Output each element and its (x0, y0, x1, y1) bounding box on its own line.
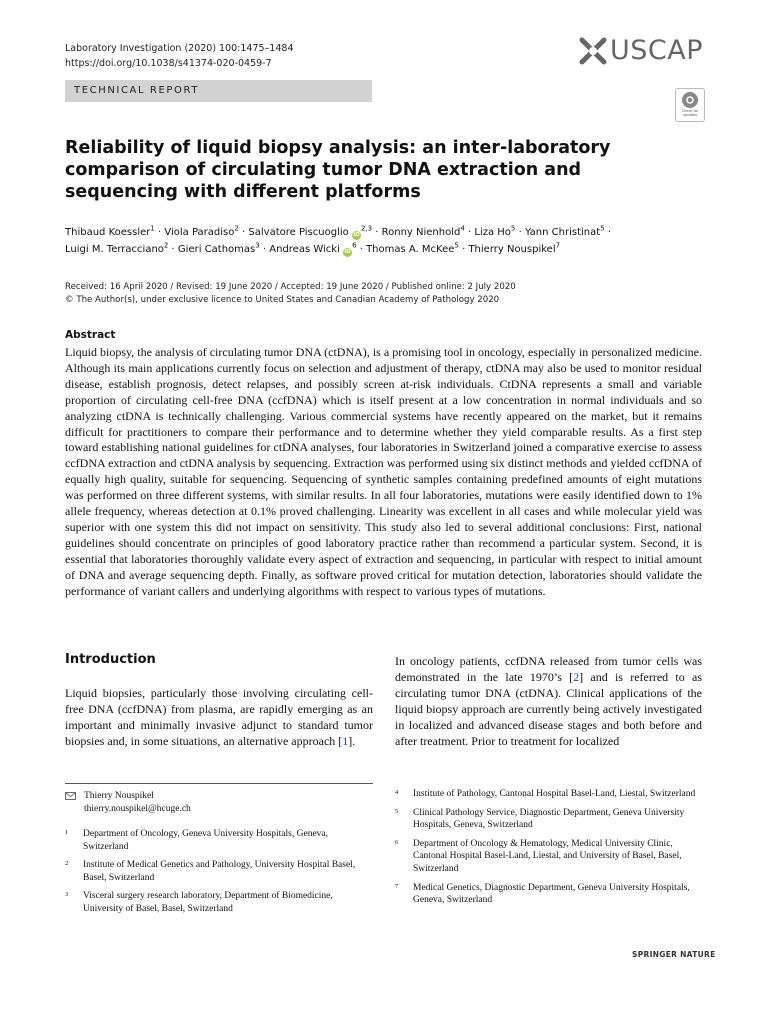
affiliation-item (395, 882, 702, 907)
author-name: Ronny Nienhold (381, 227, 461, 238)
abstract-text: Liquid biopsy, the analysis of circulating tumor DNA (ctDNA), is a promising tool in oncology, especially in personalized medicine. Although its main applications currently focus on selection and adjustment of therapy, ctDNA may also be used to monitor residual disease, establish prognosis, detect relapses, and possibly screen at-risk individuals. CtDNA represents a small and variable proportion of circulating cell-free DNA (ccfDNA) which is itself present at a low concentration in normal individuals and so analyzing ctDNA is technically challenging. Various commercial systems have recently appeared on the market, but it remains difficult for practitioners to compare their performance and to determine whether they yield comparable results. As a first step toward establishing national guidelines for ctDNA analyses, four laboratories in Switzerland joined a comparative exercise to assess ccfDNA extraction and ctDNA analysis by sequencing. Extraction was performed using six distinct methods and yielded ccfDNA of equally high quality, suitable for sequencing. Sequencing of synthetic samples containing predefined amounts of eight mutations was performed on three different systems, with similar results. In all four laboratories, mutations were easily identified down to 1% allele frequency, whereas detection at 0.1% proved challenging. Linearity was excellent in all cases and while molecular yield was superior with one system this did not impact on sensitivity. This study also led to several additional conclusions: First, national guidelines should concentrate on principles of good laboratory practice rather than recommend a particular system. Second, it is essential that laboratories thoroughly validate every aspect of extraction and sequencing, in particular with respect to initial amount of DNA and average sequencing depth. Finally, as software proved critical for mutation detection, laboratories should validate the performance of variant callers and underlying algorithms with respect to various types of mutations. (65, 345, 702, 598)
author-affiliation-marker: 2 (234, 224, 239, 233)
affiliation-number: 2 (65, 860, 69, 868)
affiliation-item (65, 890, 373, 915)
affiliation-item (395, 788, 702, 801)
author-name: Andreas Wicki (269, 244, 340, 255)
citation-link-1[interactable]: 1 (342, 733, 349, 748)
affiliation-text: Department of Oncology, Geneva University Hospitals, Geneva, Switzerland (83, 829, 328, 852)
affiliation-text: Medical Genetics, Diagnostic Department, Geneva University Hospitals, Geneva, Switzerland (413, 882, 690, 906)
springer-nature-logo: SPRINGER NATURE (632, 950, 716, 959)
check-for-updates-badge[interactable] (675, 88, 705, 122)
author-line-1: Thibaud Koessler$^1$ · Viola Paradiso$^2$ · Salvatore Piscuoglio iD$^{2,3}$ · Ronny Nienhold$^4$ · Liza $Ho^5$ · Yann Christinat$^5$ · (65, 224, 611, 238)
affiliation-item (65, 859, 373, 884)
affiliations-left (65, 828, 373, 916)
author-name: Viola Paradiso (164, 227, 235, 238)
correspondence-email[interactable]: thierry.nouspikel@hcuge.ch (84, 804, 191, 814)
intro-right-text: In oncology patients, ccfDNA released from tumor cells was demonstrated in the late 1970’s [ (395, 654, 702, 684)
copyright-line: © The Author(s), under exclusive licence to United States and Canadian Academy of Pathology 2020 (65, 295, 500, 305)
author-affiliation-marker: 2 (163, 241, 169, 250)
intro-left-text-end: ]. (348, 733, 356, 748)
affiliation-item (65, 828, 373, 853)
affiliation-number: 1 (65, 829, 69, 836)
author-line-2: Luigi M. Terracciano$^2$ · Gieri Cathomas$^3$ · Andreas Wicki $iD^6$ · Thomas A. McKee$^5$ · Thierry Nouspikel$^7$ (65, 241, 561, 255)
intro-right-text-end: ] and is referred to as circulating tumor DNA (ctDNA). Clinical applications of the liquid biopsy approach are currently being actively investigated in localized and advanced disease stages and both before and after treatment. Prior to treatment for localized (395, 669, 702, 748)
affiliations-right (395, 788, 702, 907)
author-affiliation-marker: 6 (352, 241, 357, 250)
intro-left-column (65, 686, 373, 750)
section-banner: TECHNICAL REPORT (65, 80, 372, 102)
author-name: Gieri Cathomas (177, 244, 256, 255)
envelope-icon (65, 792, 76, 800)
article-title: Reliability of liquid biopsy analysis: an inter-laboratory comparison of circulating tumor DNA extraction and sequencing with different platforms (65, 138, 611, 202)
author-affiliation-marker: 5 (510, 224, 516, 233)
affiliation-text: Institute of Pathology, Cantonal Hospital Basel-Land, Liestal, Switzerland (413, 789, 696, 799)
affiliation-text: Visceral surgery research laboratory, Department of Biomedicine, University of Basel, Basel, Switzerland (83, 891, 333, 914)
affiliation-number: 5 (395, 807, 399, 815)
affiliation-text: Institute of Medical Genetics and Pathology, University Hospital Basel, Basel, Switzerland (83, 860, 356, 883)
footnote-divider (65, 783, 373, 784)
author-affiliation-marker: 7 (555, 241, 561, 250)
author-name: Luigi M. Terracciano (65, 244, 164, 255)
correspondence (65, 790, 191, 816)
check-updates-icon (682, 92, 698, 108)
author-affiliation-marker: 5 (600, 224, 605, 233)
check-updates-label: Check for updates (681, 109, 699, 117)
uscap-x-icon (578, 36, 608, 66)
dates-line: Received: 16 April 2020 / Revised: 19 June 2020 / Accepted: 19 June 2020 / Published online: 2 July 2020 (65, 282, 516, 292)
author-name: Thomas A. McKee (366, 244, 455, 255)
affiliation-number: 4 (395, 789, 399, 796)
affiliation-item (395, 807, 702, 832)
affiliation-number: 7 (395, 882, 399, 890)
doi-link[interactable]: https://doi.org/10.1038/s41374-020-0459-7 (65, 58, 272, 69)
author-name: Thierry Nouspikel (468, 244, 556, 255)
journal-citation (65, 41, 294, 71)
orcid-icon[interactable]: iD (344, 249, 351, 255)
author-name: Thibaud Koessler (65, 227, 151, 238)
publication-dates (65, 281, 516, 307)
affiliation-text: Clinical Pathology Service, Diagnostic Department, Geneva University Hospitals, Geneva, Switzerland (413, 807, 685, 831)
affiliation-item (395, 838, 702, 876)
author-name: Salvatore Piscuoglio (248, 227, 349, 238)
introduction-heading: Introduction (65, 652, 156, 667)
author-name: Yann Christinat (524, 227, 601, 238)
uscap-logo-text: USCAP (610, 35, 704, 66)
journal-line: Laboratory Investigation (2020) 100:1475–1484 (65, 43, 294, 54)
uscap-logo (578, 36, 703, 66)
author-name: Liza Ho (474, 227, 511, 238)
author-affiliation-marker: 4 (460, 224, 465, 233)
citation-link-2[interactable]: 2 (573, 669, 580, 684)
abstract-heading: Abstract (65, 329, 116, 341)
intro-left-text: Liquid biopsies, particularly those involving circulating cell-free DNA (ccfDNA) from plasma, are rapidly emerging as an important and minimally invasive adjunct to standard tumor biopsies and, in some situations, an alternative approach [ (65, 686, 373, 748)
affiliation-number: 6 (395, 838, 399, 846)
affiliation-text: Department of Oncology & Hematology, Medical University Clinic, Cantonal Hospital Basel-Land, Liestal, and University of Basel, Basel, Switzerland (413, 838, 682, 874)
affiliation-number: 3 (65, 891, 69, 899)
author-affiliation-marker: 2,3 (360, 224, 373, 233)
author-affiliation-marker: 5 (454, 241, 459, 250)
orcid-icon[interactable]: iD (353, 232, 360, 238)
intro-right-column (395, 654, 702, 749)
correspondence-name: Thierry Nouspikel (84, 791, 154, 801)
author-affiliation-marker: 1 (150, 224, 155, 233)
author-list (65, 224, 705, 258)
author-affiliation-marker: 3 (255, 241, 260, 250)
